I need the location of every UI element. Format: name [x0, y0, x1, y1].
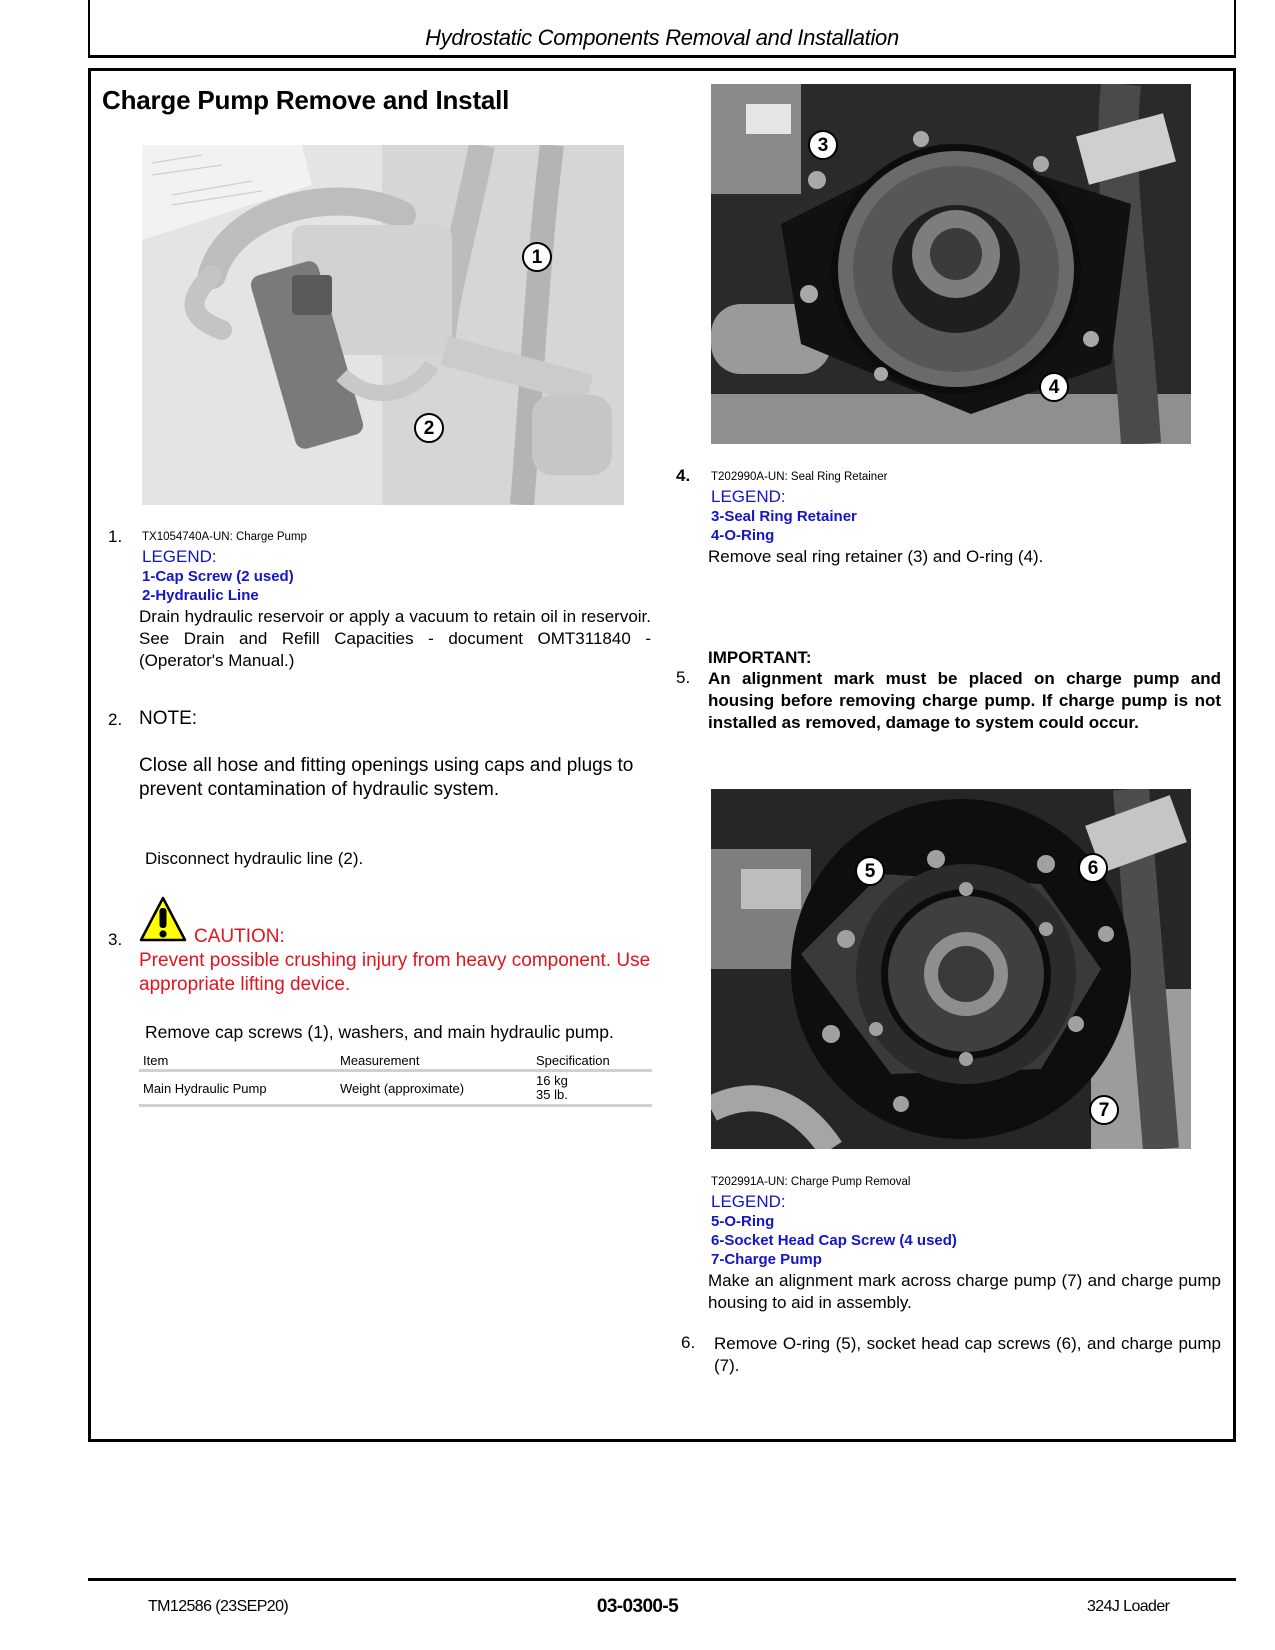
- step-2-number: 2.: [108, 710, 123, 729]
- footer-document-id: TM12586 (23SEP20): [148, 1598, 289, 1615]
- caution-text: Prevent possible crushing injury from heavy component. Use appropriate lifting device.: [139, 950, 651, 995]
- charge-pump-photo: [142, 145, 624, 505]
- footer-rule: [88, 1578, 1236, 1581]
- step-1-text: Drain hydraulic reservoir or apply a vacuum to retain oil in reservoir. See Drain and Refill Capacities - document OMT311840 - (Operator's Manual.): [139, 607, 651, 670]
- step-5-text: Make an alignment mark across charge pump (7) and charge pump housing to aid in assembly.: [708, 1271, 1221, 1312]
- footer-model: 324J Loader: [1087, 1598, 1170, 1615]
- step-3-text: Remove cap screws (1), washers, and main hydraulic pump.: [145, 1022, 614, 1042]
- callout-6: 6: [1078, 853, 1108, 883]
- figure-3-caption: T202991A-UN: Charge Pump Removal: [711, 1176, 911, 1188]
- table-row: [139, 1071, 652, 1106]
- figure-1-legend-heading: LEGEND:: [142, 547, 217, 566]
- step-3-number: 3.: [108, 930, 123, 949]
- spec-cell-specification: [532, 1071, 652, 1106]
- step-2-text: Disconnect hydraulic line (2).: [145, 849, 364, 868]
- spec-value-imperial: 35 lb.: [536, 1087, 568, 1102]
- seal-ring-retainer-photo: [711, 84, 1191, 444]
- callout-4: 4: [1039, 372, 1069, 402]
- callout-5: 5: [855, 856, 885, 886]
- step-4-text: Remove seal ring retainer (3) and O-ring (4).: [708, 547, 1044, 566]
- spec-cell-item: Main Hydraulic Pump: [139, 1071, 336, 1106]
- warning-triangle-icon: [139, 896, 187, 942]
- step-5-number: 5.: [676, 668, 691, 687]
- legend-item-o-ring-5: 5-O-Ring: [711, 1213, 775, 1230]
- legend-item-charge-pump: 7-Charge Pump: [711, 1251, 822, 1268]
- charge-pump-removal-photo: [711, 789, 1191, 1149]
- section-title: Charge Pump Remove and Install: [102, 85, 510, 115]
- spec-table-header: [139, 1051, 652, 1071]
- figure-2-caption: T202990A-UN: Seal Ring Retainer: [711, 471, 888, 483]
- figure-2-legend-heading: LEGEND:: [711, 487, 786, 506]
- important-label: IMPORTANT:: [708, 648, 812, 667]
- charge-pump-removal-photo-image: [711, 789, 1191, 1149]
- spec-cell-measurement: Weight (approximate): [336, 1071, 532, 1106]
- header-title: Hydrostatic Components Removal and Installation: [425, 25, 899, 50]
- charge-pump-photo-image: [142, 145, 624, 505]
- callout-3: 3: [808, 130, 838, 160]
- note-label: NOTE:: [139, 708, 198, 729]
- spec-header-specification: Specification: [532, 1051, 652, 1071]
- important-text: An alignment mark must be placed on charge pump and housing before removing charge pump. If charge pump is not installed as removed, damage to system could occur.: [708, 669, 1221, 732]
- figure-1-caption: TX1054740A-UN: Charge Pump: [142, 531, 307, 543]
- callout-7: 7: [1089, 1095, 1119, 1125]
- seal-ring-retainer-photo-image: [711, 84, 1191, 444]
- spec-value-metric: 16 kg: [536, 1073, 568, 1088]
- spec-header-item: Item: [139, 1051, 336, 1071]
- step-4-number: 4.: [676, 466, 691, 485]
- legend-item-cap-screw: 1-Cap Screw (2 used): [142, 568, 294, 585]
- legend-item-hydraulic-line: 2-Hydraulic Line: [142, 587, 259, 604]
- figure-3-legend-heading: LEGEND:: [711, 1192, 786, 1211]
- step-6-text: Remove O-ring (5), socket head cap screws (6), and charge pump (7).: [714, 1334, 1221, 1375]
- legend-item-socket-head-cap-screw: 6-Socket Head Cap Screw (4 used): [711, 1232, 957, 1249]
- running-header: [88, 0, 1236, 58]
- step-6-number: 6.: [681, 1333, 696, 1352]
- callout-2: 2: [414, 413, 444, 443]
- step-1-number: 1.: [108, 527, 123, 546]
- note-text: Close all hose and fitting openings using caps and plugs to prevent contamination of hydraulic system.: [139, 755, 634, 800]
- footer-page-number: 03-0300-5: [596, 1596, 679, 1617]
- legend-item-seal-ring-retainer: 3-Seal Ring Retainer: [711, 508, 857, 525]
- spec-header-measurement: Measurement: [336, 1051, 532, 1071]
- callout-1: 1: [522, 242, 552, 272]
- caution-label: CAUTION:: [194, 926, 285, 947]
- spec-table: [139, 1051, 652, 1107]
- legend-item-o-ring-4: 4-O-Ring: [711, 527, 775, 544]
